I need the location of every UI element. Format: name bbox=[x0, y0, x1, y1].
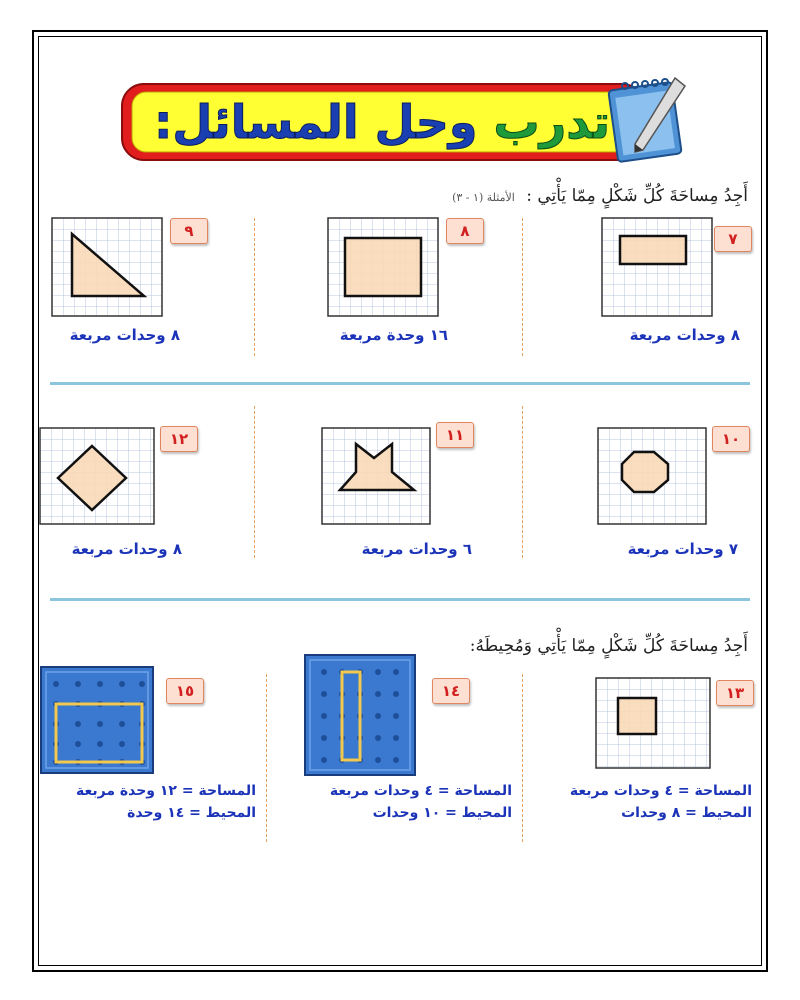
grid-figure-9 bbox=[52, 218, 162, 316]
answer-15-perimeter: المحيط = ١٤ وحدة bbox=[127, 805, 256, 821]
problem-number-12: ١٢ bbox=[160, 426, 198, 452]
banner-title-part2: وحل المسائل: bbox=[153, 95, 478, 149]
section1-instruction-ref: الأمثلة (١ - ٣) bbox=[452, 191, 515, 204]
grid-figure-11 bbox=[322, 428, 430, 524]
banner-title bbox=[122, 86, 642, 158]
geoboard-figure-15 bbox=[40, 666, 154, 774]
problem-number-15: ١٥ bbox=[166, 678, 204, 704]
grid-figure-8 bbox=[328, 218, 438, 316]
answer-12: ٨ وحدات مربعة bbox=[71, 540, 182, 558]
grid-figure-7 bbox=[602, 218, 712, 316]
answer-14 bbox=[330, 780, 512, 824]
answer-13-area: المساحة = ٤ وحدات مربعة bbox=[569, 783, 752, 799]
column-divider bbox=[522, 674, 523, 842]
problem-number-11: ١١ bbox=[436, 422, 474, 448]
column-divider bbox=[254, 218, 255, 356]
problem-number-14: ١٤ bbox=[432, 678, 470, 704]
grid-figure-12 bbox=[40, 428, 154, 524]
answer-8: ١٦ وحدة مربعة bbox=[339, 326, 448, 344]
answer-13 bbox=[570, 780, 752, 824]
answer-15-area: المساحة = ١٢ وحدة مربعة bbox=[75, 783, 256, 799]
section1-instruction bbox=[452, 186, 748, 206]
section-divider bbox=[50, 382, 750, 385]
section1-instruction-text: أَجِدُ مِساحَةَ كُلِّ شَكْلٍ مِمّا يَأْتِي : bbox=[526, 186, 748, 206]
section-divider bbox=[50, 598, 750, 601]
answer-11: ٦ وحدات مربعة bbox=[361, 540, 472, 558]
column-divider bbox=[522, 218, 523, 356]
banner-title-part1: تدرب bbox=[493, 95, 611, 149]
answer-15 bbox=[76, 780, 256, 824]
section2-instruction: أَجِدُ مِساحَةَ كُلِّ شَكْلٍ مِمّا يَأْتِي وَمُحِيطَهُ: bbox=[469, 636, 748, 656]
problem-number-10: ١٠ bbox=[712, 426, 750, 452]
answer-14-area: المساحة = ٤ وحدات مربعة bbox=[329, 783, 512, 799]
answer-9: ٨ وحدات مربعة bbox=[69, 326, 180, 344]
problem-number-13: ١٣ bbox=[716, 680, 754, 706]
problem-number-8: ٨ bbox=[446, 218, 484, 244]
answer-10: ٧ وحدات مربعة bbox=[627, 540, 738, 558]
column-divider bbox=[266, 674, 267, 842]
answer-7: ٨ وحدات مربعة bbox=[629, 326, 740, 344]
column-divider bbox=[522, 406, 523, 558]
column-divider bbox=[254, 406, 255, 558]
problem-number-9: ٩ bbox=[170, 218, 208, 244]
grid-figure-10 bbox=[598, 428, 706, 524]
banner bbox=[122, 86, 642, 158]
grid-figure-13 bbox=[596, 678, 710, 768]
problem-number-7: ٧ bbox=[714, 226, 752, 252]
geoboard-figure-14 bbox=[304, 654, 416, 776]
answer-14-perimeter: المحيط = ١٠ وحدات bbox=[372, 805, 512, 821]
answer-13-perimeter: المحيط = ٨ وحدات bbox=[621, 805, 752, 821]
